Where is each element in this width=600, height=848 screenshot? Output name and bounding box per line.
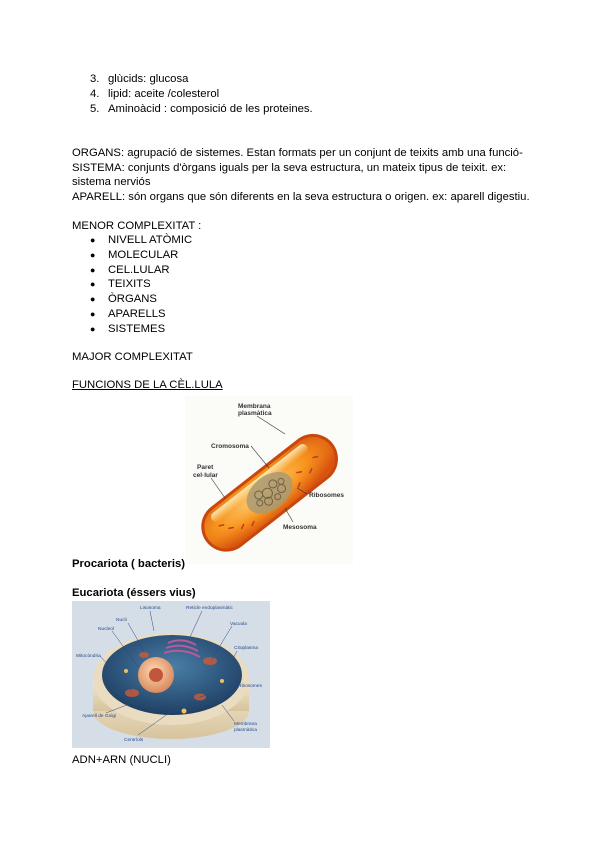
bacterium-illustration [185, 396, 353, 564]
list-item: 3. glùcids: glucosa [90, 73, 189, 85]
label-nucleol: Nucleol [98, 627, 114, 632]
label-citoplasma: Citoplasma [234, 646, 258, 651]
list-item: ● SISTEMES [90, 322, 166, 335]
bullet-icon: ● [90, 249, 96, 260]
label-lisosoma: Lisosoma [140, 606, 161, 611]
bullet-icon: ● [90, 294, 96, 305]
bullet-icon: ● [90, 264, 96, 275]
eukaryote-diagram [72, 601, 270, 748]
prokaryote-diagram [185, 396, 353, 564]
footer-text: ADN+ARN (NUCLI) [72, 754, 171, 766]
definition-sistema: SISTEMA: conjunts d'òrgans iguals per la seva estructura, un mateix tipus de teixit. ex: [72, 161, 507, 174]
functions-heading: FUNCIONS DE LA CÈL.LULA [72, 379, 223, 391]
eukaryote-caption: Eucariota (éssers vius) [72, 587, 196, 599]
label-plasmatica: plasmàtica [234, 728, 257, 733]
definition-organs: ORGANS: agrupació de sistemes. Estan formats per un conjunt de teixits amb una funció- [72, 147, 523, 159]
bullet-icon: ● [90, 279, 96, 290]
max-complexity-label: MAJOR COMPLEXITAT [72, 351, 193, 363]
list-item-text: glùcids: glucosa [108, 73, 189, 85]
list-item-text: lipid: aceite /colesterol [108, 88, 220, 100]
list-item-text: Aminoàcid : composició de les proteines. [108, 103, 313, 115]
label-membrana: Membrana [238, 403, 271, 410]
label-paret: Paret [197, 464, 214, 471]
label-reticle: Reticle endoplasmàtic [186, 606, 233, 611]
label-cromosoma: Cromosoma [211, 443, 249, 450]
definition-aparell: APARELL: són organs que són diferents en la seva estructura o origen. ex: aparell digestiu. [72, 190, 530, 203]
label-golgi: Aparell de Golgi [82, 714, 117, 719]
label-cel-lular: cel·lular [193, 472, 218, 479]
label-ribosomes: Ribosomes [238, 684, 262, 689]
animal-cell-illustration [72, 601, 270, 748]
label-mitocondria: Mitocòndria [76, 654, 101, 659]
label-nucli: Nucli [116, 618, 127, 623]
bullet-icon: ● [90, 308, 96, 319]
prokaryote-caption: Procariota ( bacteris) [72, 558, 186, 570]
numbered-list [90, 72, 313, 117]
list-item: 4. lipid: aceite /colesterol [90, 88, 220, 100]
label-vacuola: Vacuola [230, 622, 247, 627]
label-ribosomes: Ribosomes [309, 492, 345, 499]
complexity-levels [90, 233, 192, 337]
list-item: 5. Aminoàcid : composició de les proteines. [90, 103, 313, 115]
bullet-icon: ● [90, 235, 96, 245]
list-item: ● APARELLS [90, 307, 166, 320]
list-item: ● ÒRGANS [90, 293, 157, 306]
bullet-icon: ● [90, 323, 96, 334]
label-membrana: Membrana [234, 722, 257, 727]
min-complexity-label: MENOR COMPLEXITAT : [72, 220, 202, 232]
list-item: ● NIVELL ATÒMIC [90, 234, 193, 246]
label-mesosoma: Mesosoma [283, 524, 317, 531]
label-centriols: Centríols [124, 738, 144, 743]
list-item: ● MOLECULAR [90, 248, 179, 261]
list-item: ● TEIXITS [90, 278, 151, 291]
label-plasmatica: plasmàtica [238, 410, 272, 417]
list-item: ● CEL.LULAR [90, 263, 170, 276]
definition-sistema-cont: sistema nerviós [72, 176, 151, 188]
